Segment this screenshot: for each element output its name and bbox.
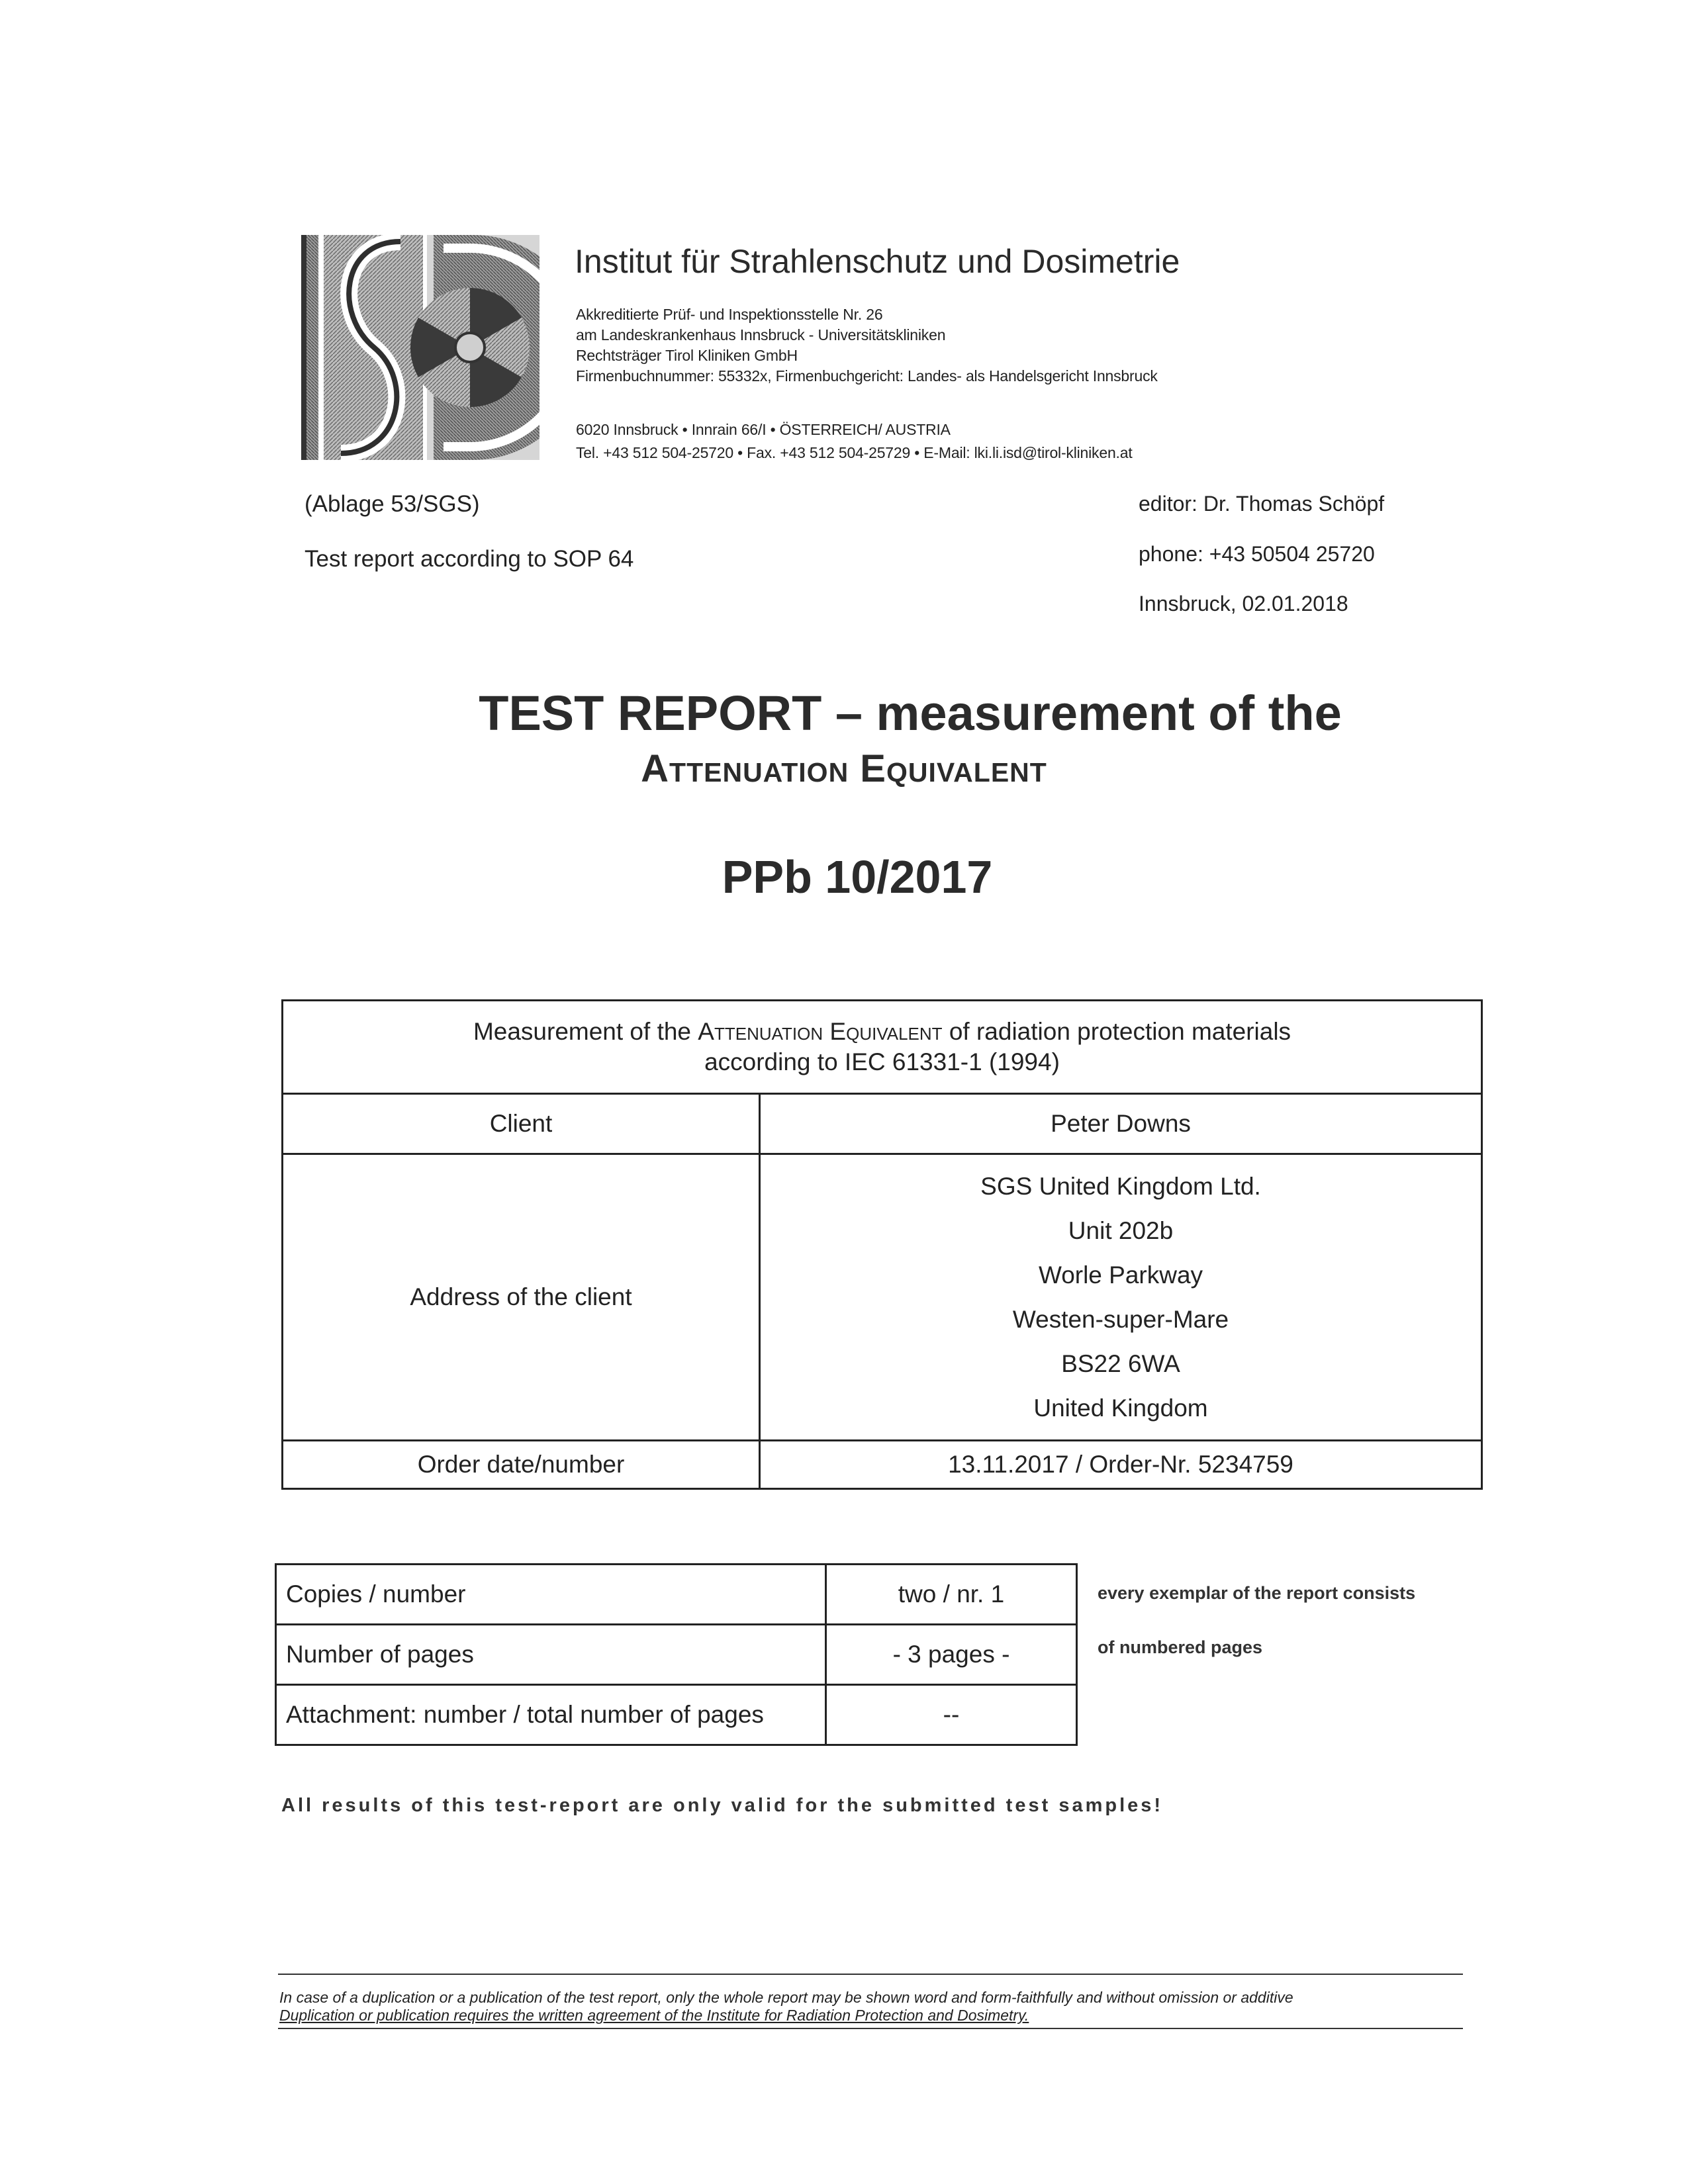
table-row bbox=[276, 1625, 1077, 1685]
table-header bbox=[283, 1001, 1482, 1094]
footer-divider-bottom bbox=[278, 2028, 1463, 2029]
address-line: Unit 202b bbox=[1068, 1217, 1174, 1244]
table-row bbox=[276, 1685, 1077, 1745]
client-value: Peter Downs bbox=[760, 1094, 1482, 1154]
postal-address: 6020 Innsbruck • Innrain 66/I • ÖSTERREICH/ AUSTRIA bbox=[576, 421, 951, 438]
address-line: United Kingdom bbox=[1033, 1394, 1208, 1422]
footer-agreement-note: Duplication or publication requires the written agreement of the Institute for Radiation Protection and Dosimetry. bbox=[279, 2007, 1029, 2024]
registry-line: Firmenbuchnummer: 55332x, Firmenbuchgericht: Landes- als Handelsgericht Innsbruck bbox=[576, 367, 1158, 385]
validity-note: All results of this test-report are only valid for the submitted test samples! bbox=[281, 1795, 1164, 1816]
table-row bbox=[276, 1565, 1077, 1625]
footer-divider-top bbox=[278, 1974, 1463, 1975]
hospital-line: am Landeskrankenhaus Innsbruck - Universitätskliniken bbox=[576, 326, 946, 343]
copies-value: two / nr. 1 bbox=[826, 1565, 1077, 1625]
pages-label: Number of pages bbox=[276, 1625, 826, 1685]
pages-value: - 3 pages - bbox=[826, 1625, 1077, 1685]
copies-table bbox=[275, 1563, 1078, 1746]
address-line: BS22 6WA bbox=[1061, 1350, 1180, 1377]
order-value: 13.11.2017 / Order-Nr. 5234759 bbox=[760, 1441, 1482, 1489]
report-number: PPb 10/2017 bbox=[722, 851, 993, 903]
editor: editor: Dr. Thomas Schöpf bbox=[1139, 492, 1385, 516]
header-text-sc: Attenuation Equivalent bbox=[698, 1018, 943, 1045]
address-value bbox=[760, 1154, 1482, 1441]
institute-name: Institut für Strahlenschutz und Dosimetrie bbox=[575, 243, 1180, 280]
address-line: Westen-super-Mare bbox=[1012, 1306, 1229, 1333]
accreditation-line: Akkreditierte Prüf- und Inspektionsstelle Nr. 26 bbox=[576, 306, 883, 323]
address-line: SGS United Kingdom Ltd. bbox=[980, 1173, 1261, 1200]
header-text-part1: Measurement of the bbox=[473, 1018, 698, 1045]
footer-duplication-note: In case of a duplication or a publication of the test report, only the whole report may be shown word and form-faithfully and without omission or additive bbox=[279, 1989, 1293, 2006]
exemplar-note: every exemplar of the report consists bbox=[1098, 1583, 1416, 1603]
report-subtitle: Attenuation Equivalent bbox=[641, 747, 1047, 790]
attachment-value: -- bbox=[826, 1685, 1077, 1745]
header-text-part2: of radiation protection materials bbox=[942, 1018, 1291, 1045]
report-title: TEST REPORT – measurement of the bbox=[479, 686, 1342, 741]
legal-entity-line: Rechtsträger Tirol Kliniken GmbH bbox=[576, 347, 798, 364]
attachment-label: Attachment: number / total number of pages bbox=[276, 1685, 826, 1745]
client-label: Client bbox=[283, 1094, 760, 1154]
header-text-line2: according to IEC 61331-1 (1994) bbox=[704, 1048, 1060, 1075]
numbered-pages-note: of numbered pages bbox=[1098, 1637, 1263, 1657]
address-line: Worle Parkway bbox=[1038, 1261, 1203, 1289]
order-label: Order date/number bbox=[283, 1441, 760, 1489]
sop-reference: Test report according to SOP 64 bbox=[305, 546, 634, 572]
phone: phone: +43 50504 25720 bbox=[1139, 542, 1375, 566]
place-date: Innsbruck, 02.01.2018 bbox=[1139, 592, 1348, 615]
filing-reference: (Ablage 53/SGS) bbox=[305, 491, 480, 517]
address-label: Address of the client bbox=[283, 1154, 760, 1441]
client-info-table bbox=[281, 999, 1483, 1490]
contact-line: Tel. +43 512 504-25720 • Fax. +43 512 504-25729 • E-Mail: lki.li.isd@tirol-kliniken.at bbox=[576, 444, 1133, 461]
copies-label: Copies / number bbox=[276, 1565, 826, 1625]
isd-logo bbox=[301, 235, 539, 460]
